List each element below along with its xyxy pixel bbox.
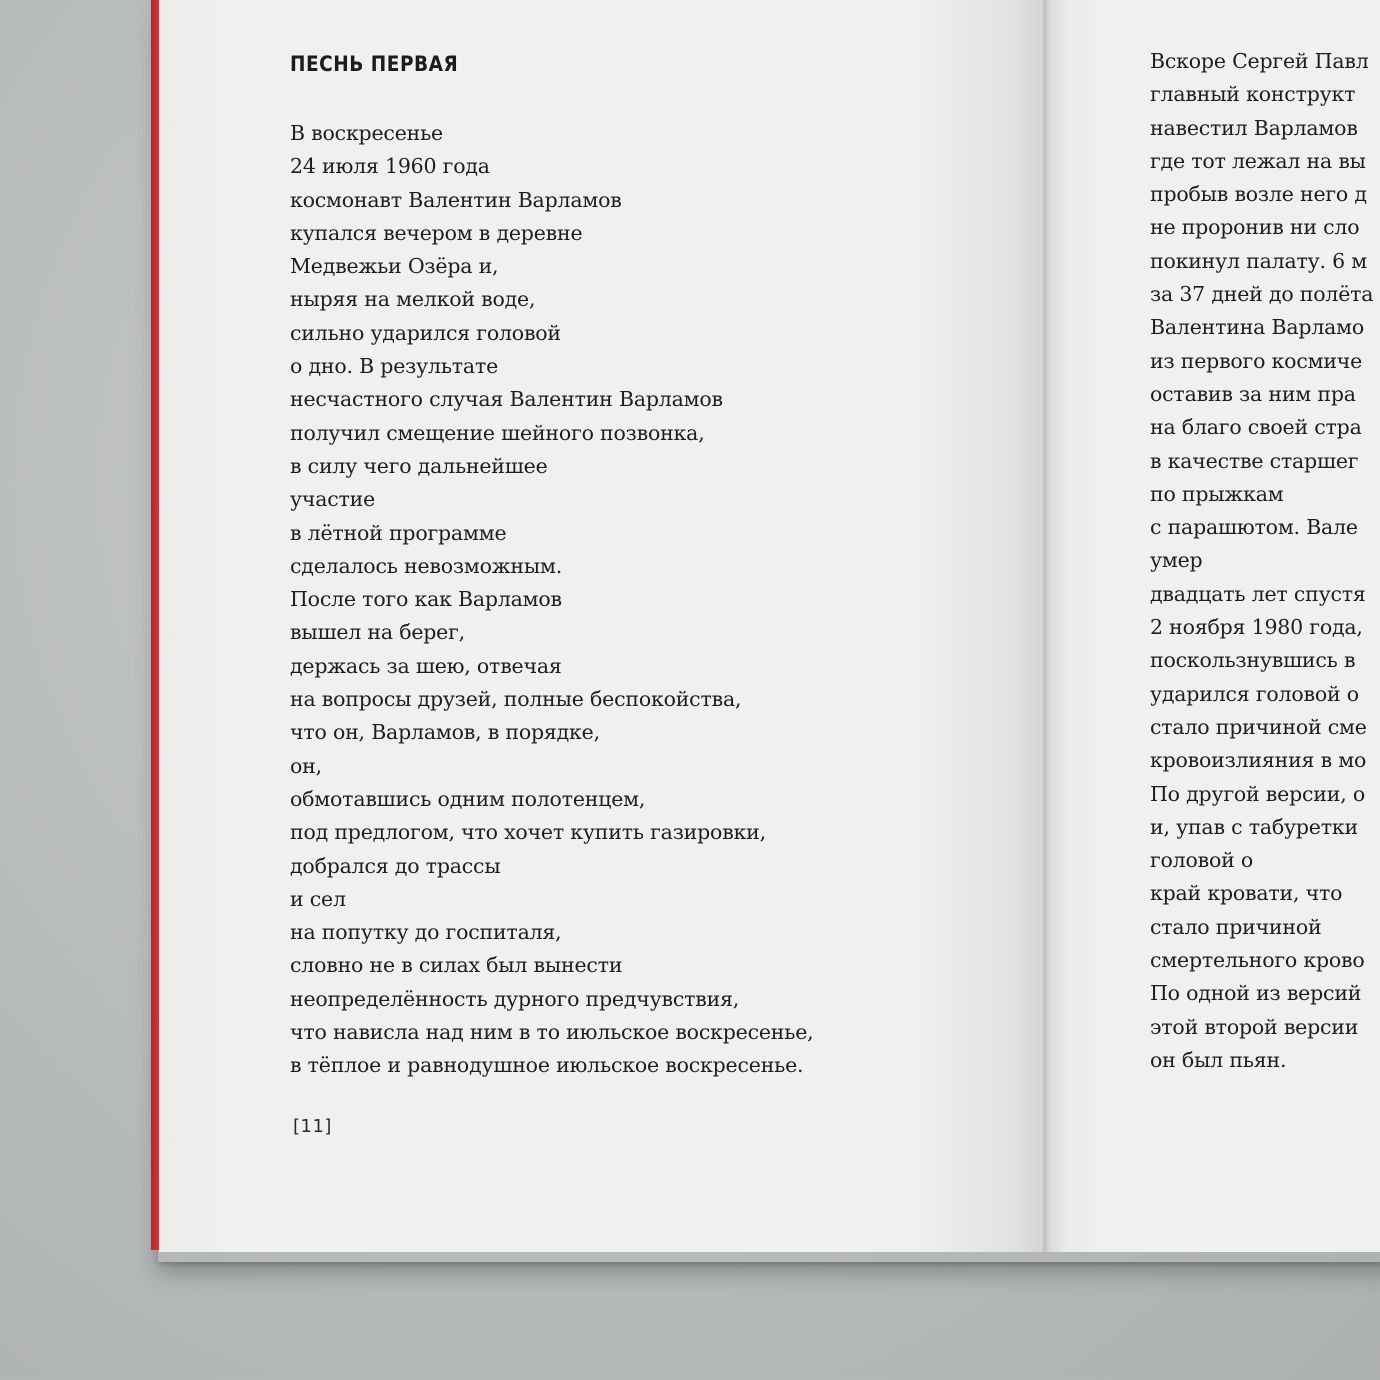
text-line: сделалось невозможным. [290,553,563,578]
chapter-heading: ПЕСНЬ ПЕРВАЯ [290,52,459,76]
text-line: обмотавшись одним полотенцем, [290,786,646,811]
text-line: главный конструкт [1150,82,1356,107]
text-line: и, упав с табуретки [1150,814,1358,839]
text-line: пробыв возле него д [1150,182,1367,207]
text-line: смертельного крово [1150,948,1365,973]
text-line: Медвежьи Озёра и, [290,254,499,279]
text-line: на попутку до госпиталя, [290,920,562,945]
text-line: в тёплое и равнодушное июльское воскресенье. [290,1053,804,1078]
text-line: где тот лежал на вы [1150,148,1366,173]
text-line: В воскресенье [290,121,443,145]
text-line: из первого космиче [1150,348,1363,373]
text-line: по прыжкам [1150,481,1284,506]
text-line: этой второй версии [1150,1014,1359,1039]
text-line: ударился головой о [1150,681,1359,706]
text-line: купался вечером в деревне [290,220,583,245]
text-line: под предлогом, что хочет купить газировки, [290,820,766,845]
text-line: что нависла над ним в то июльское воскресенье, [290,1020,814,1045]
text-line: он, [290,753,322,778]
text-line: оставив за ним пра [1150,381,1356,406]
right-page-text [1150,45,1373,1077]
text-line: После того как Варламов [290,587,562,612]
text-line: Валентина Варламо [1150,315,1365,340]
text-line: держась за шею, отвечая [290,653,562,678]
text-line: Вскоре Сергей Павл [1150,49,1369,73]
text-line: кровоизлияния в мо [1150,748,1367,773]
text-line: умер [1150,548,1203,573]
text-line: в лётной программе [290,520,507,545]
text-line: двадцать лет спустя [1150,581,1366,606]
page-number: [11] [293,1116,332,1137]
right-page-text-area [1047,0,1380,1252]
text-line: сильно ударился головой [290,320,561,345]
text-line: несчастного случая Валентин Варламов [290,387,723,412]
text-line: в силу чего дальнейшее [290,453,548,478]
text-line: и сел [290,886,346,911]
text-line: край кровати, что [1150,881,1343,906]
text-line: не проронив ни сло [1150,215,1360,240]
text-line: участие [290,487,376,512]
text-line: навестил Варламов [1150,115,1358,140]
text-line: на вопросы друзей, полные беспокойства, [290,687,742,712]
text-line: космонавт Валентин Варламов [290,187,622,212]
text-line: головой о [1150,848,1254,873]
text-line: в качестве старшег [1150,448,1359,473]
text-line: с парашютом. Вале [1150,515,1358,540]
text-line: получил смещение шейного позвонка, [290,420,705,445]
text-line: стало причиной [1150,914,1322,939]
text-line: на благо своей стра [1150,415,1362,440]
text-line: за 37 дней до полёта [1150,282,1374,307]
text-line: вышел на берег, [290,620,465,645]
text-line: 24 июля 1960 года [290,154,490,179]
text-line: 2 ноября 1980 года, [1150,615,1363,640]
text-line: неопределённость дурного предчувствия, [290,986,740,1011]
text-line: ныряя на мелкой воде, [290,287,536,312]
text-line: словно не в силах был вынести [290,953,623,978]
text-line: По одной из версий [1150,981,1362,1006]
text-line: добрался до трассы [290,853,501,878]
text-line: поскользнувшись в [1150,648,1356,673]
text-line: По другой версии, о [1150,781,1365,806]
text-line: покинул палату. 6 м [1150,248,1368,273]
text-line: о дно. В результате [290,354,499,379]
text-line: он был пьян. [1150,1047,1287,1072]
text-line: что он, Варламов, в порядке, [290,720,600,745]
left-page-text [290,117,813,1083]
text-line: стало причиной сме [1150,714,1367,739]
